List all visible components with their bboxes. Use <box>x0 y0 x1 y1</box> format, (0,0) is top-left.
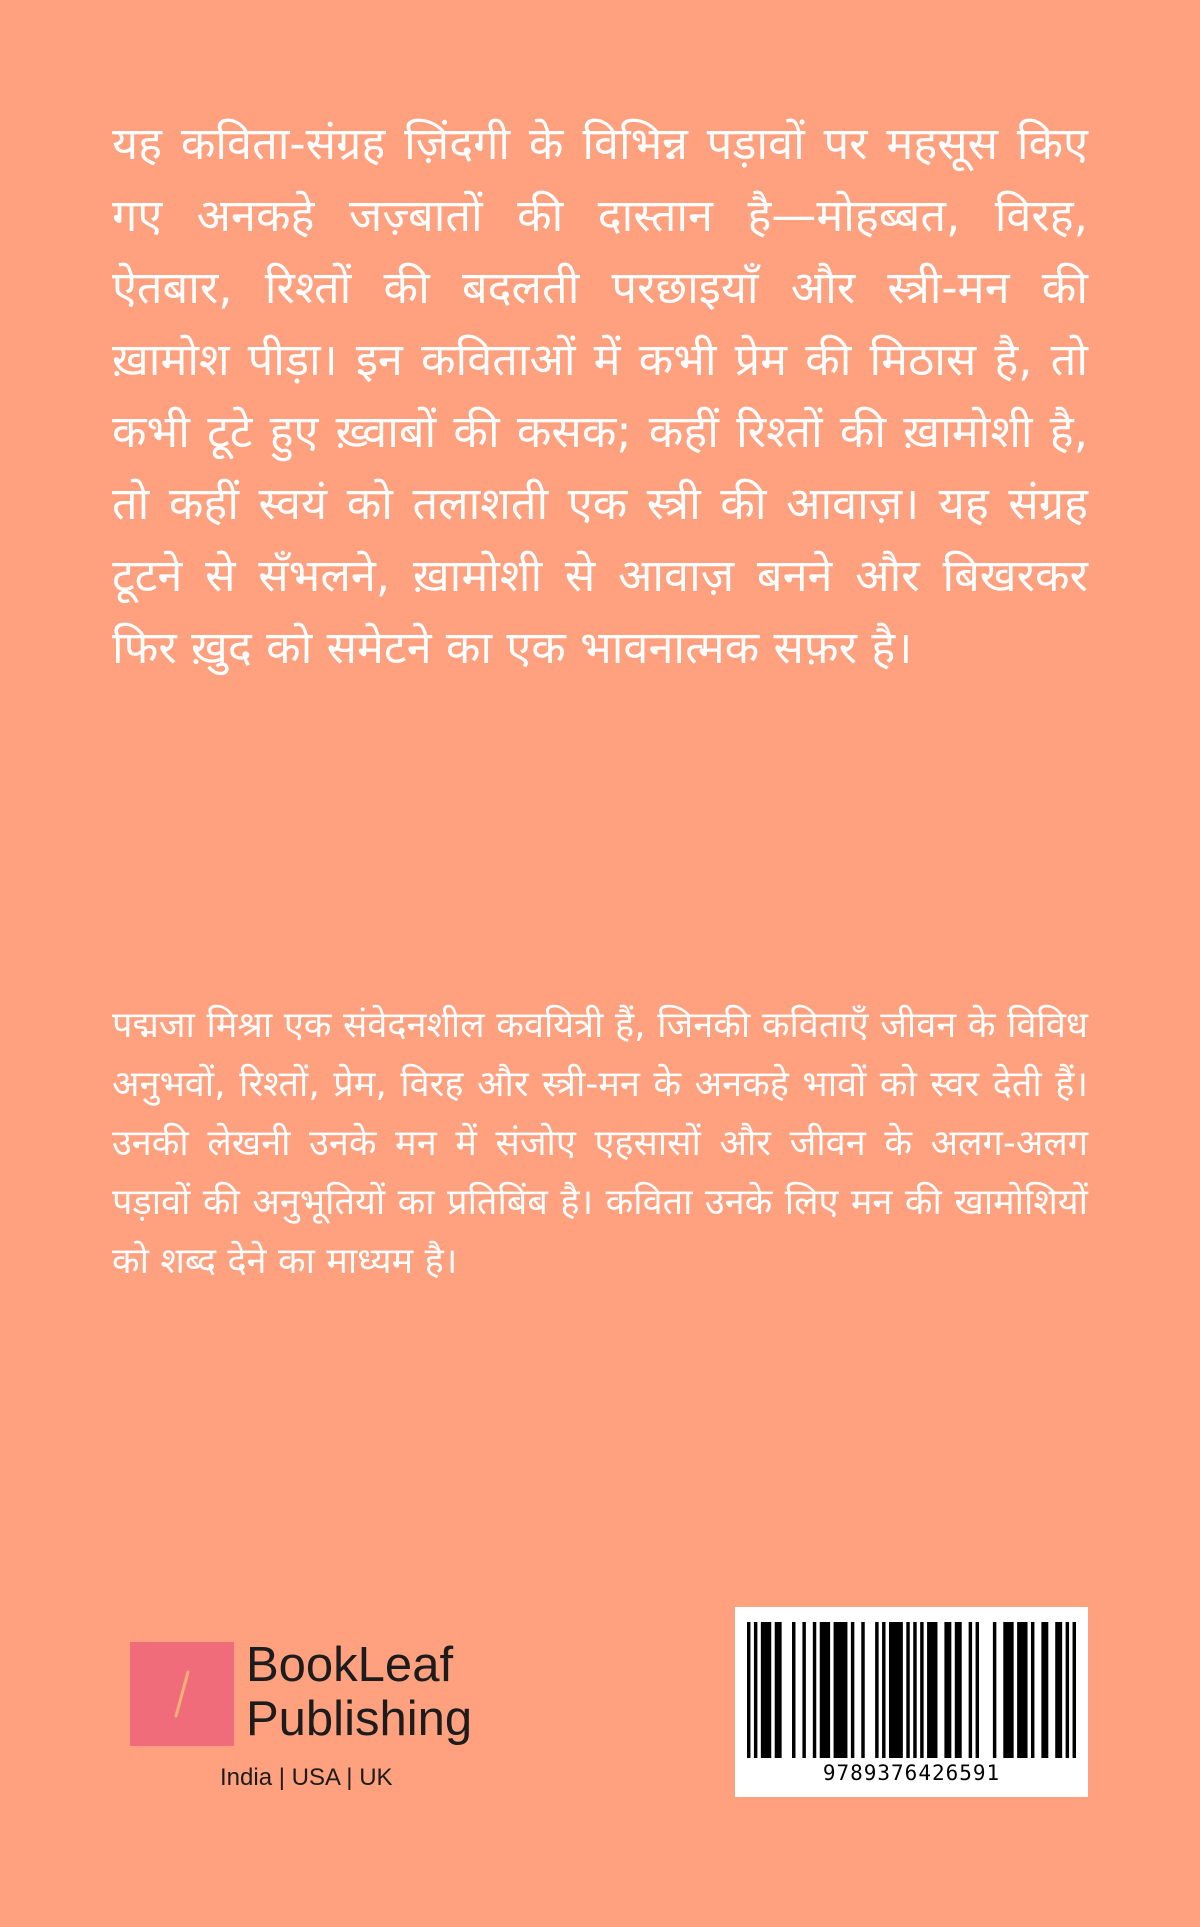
barcode-bars <box>747 1622 1076 1758</box>
barcode-bar <box>927 1622 937 1758</box>
barcode-bar <box>1073 1622 1076 1758</box>
publisher-name-line2: Publishing <box>246 1692 473 1746</box>
barcode-bar <box>920 1622 923 1758</box>
barcode-bar <box>875 1622 878 1758</box>
publisher-regions: India | USA | UK <box>220 1764 393 1791</box>
barcode-bar <box>913 1622 916 1758</box>
author-bio: पद्मजा मिश्रा एक संवेदनशील कवयित्री हैं, जिनकी कविताएँ जीवन के विविध अनुभवों, रिश्तों, प्रेम, विरह और स्त्री-मन के अनकहे भावों को स्वर देती हैं। उनकी लेखनी उनके मन में संजोए एहसासों और जीवन के अलग-अलग पड़ावों की अनुभूतियों का प्रतिबिंब है। कविता उनके लिए मन की खामोशियों को शब्द देने का माध्यम है। <box>112 1005 1088 1282</box>
slash-leaf-icon <box>130 1642 234 1746</box>
barcode-bar <box>820 1622 830 1758</box>
barcode-bar <box>906 1622 909 1758</box>
publisher-name <box>246 1638 472 1746</box>
barcode-bar <box>813 1622 816 1758</box>
barcode-bar <box>1066 1622 1069 1758</box>
barcode-bar <box>955 1622 962 1758</box>
barcode-bar <box>792 1622 795 1758</box>
barcode-bar <box>944 1622 951 1758</box>
back-cover-blurb: यह कविता-संग्रह ज़िंदगी के विभिन्न पड़ावों पर महसूस किए गए अनकहे जज़्बातों की दास्तान है—मोहब्बत, विरह, ऐतबार, रिश्तों की बदलती परछाइयाँ और स्त्री-मन की ख़ामोश पीड़ा। इन कविताओं में कभी प्रेम की मिठास है, तो कभी टूटे हुए ख़्वाबों की कसक; कहीं रिश्तों की ख़ामोशी है, तो कहीं स्वयं को तलाशती एक स्त्री की आवाज़। यह संग्रह टूटने से सँभलने, ख़ामोशी से आवाज़ बनने और बिखरकर फिर ख़ुद को समेटने का एक भावनात्मक सफ़र है। <box>112 117 1088 674</box>
barcode-bar <box>969 1622 972 1758</box>
isbn-barcode <box>735 1607 1088 1797</box>
barcode-bar <box>1041 1622 1048 1758</box>
barcode-bar <box>861 1622 864 1758</box>
barcode-bar <box>882 1622 885 1758</box>
publisher-logo <box>130 1638 530 1808</box>
barcode-bar <box>889 1622 903 1758</box>
barcode-bar <box>802 1622 805 1758</box>
barcode-bar <box>1003 1622 1013 1758</box>
barcode-bar <box>851 1622 854 1758</box>
barcode-bar <box>976 1622 979 1758</box>
barcode-bar <box>1055 1622 1062 1758</box>
barcode-bar <box>761 1622 771 1758</box>
barcode-bar <box>993 1622 996 1758</box>
barcode-bar <box>1017 1622 1027 1758</box>
barcode-bar <box>834 1622 848 1758</box>
isbn-number: 9789376426591 <box>822 1761 1001 1785</box>
barcode-bar <box>747 1622 750 1758</box>
barcode-bar <box>1031 1622 1034 1758</box>
publisher-name-line1: BookLeaf <box>246 1638 454 1692</box>
barcode-bar <box>775 1622 782 1758</box>
barcode-bar <box>754 1622 757 1758</box>
